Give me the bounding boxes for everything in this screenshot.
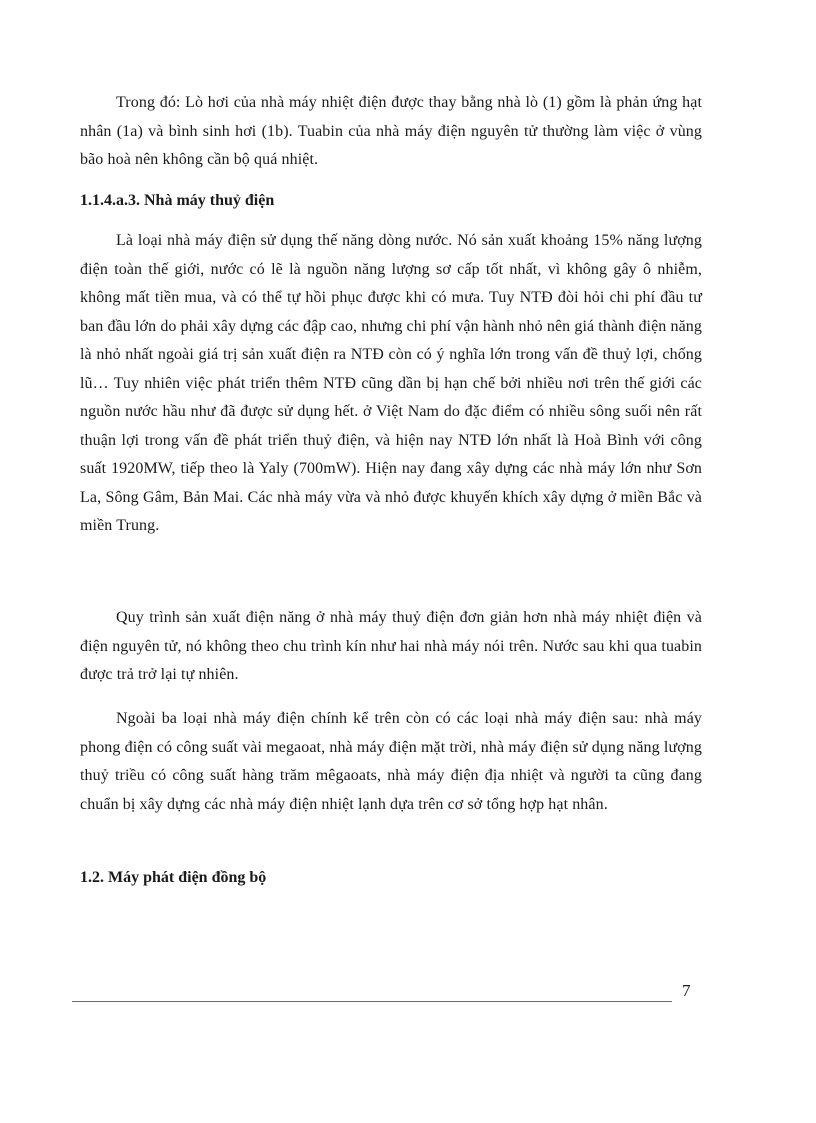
page-number: 7	[682, 981, 691, 1000]
paragraph-hydro-process: Quy trình sản xuất điện năng ở nhà máy thuỷ điện đơn giản hơn nhà máy nhiệt điện và điện nguyên tử, nó không theo chu trình kín như hai nhà máy nói trên. Nước sau khi qua tuabin được trả trở lại tự nhiên.	[80, 609, 702, 683]
footer-divider	[72, 1001, 672, 1002]
paragraph-nuclear-plant-note: Trong đó: Lò hơi của nhà máy nhiệt điện được thay bằng nhà lò (1) gồm là phản ứng hạt nhân (1a) và bình sinh hơi (1b). Tuabin của nhà máy điện nguyên tử thường làm việc ở vùng bão hoà nên không cần bộ quá nhiệt.	[80, 94, 702, 168]
section-heading-synchronous-generator: 1.2. Máy phát điện đồng bộ	[80, 869, 267, 886]
paragraph-hydro-plant-description: Là loại nhà máy điện sử dụng thế năng dòng nước. Nó sản xuất khoảng 15% năng lượng điện toàn thế giới, nước có lẽ là nguồn năng lượng sơ cấp tốt nhất, vì không gây ô nhiễm, không mất tiền mua, và có thể tự hồi phục được khi có mưa. Tuy NTĐ đòi hỏi chi phí đầu tư ban đầu lớn do phải xây dựng các đập cao, nhưng chi phí vận hành nhỏ nên giá thành điện năng là nhỏ nhất ngoài giá trị sản xuất điện ra NTĐ còn có ý nghĩa lớn trong vấn đề thuỷ lợi, chống lũ… Tuy nhiên việc phát triển thêm NTĐ cũng dần bị hạn chế bởi nhiều nơi trên thế giới các nguồn nước hầu như đã được sử dụng hết. ở Việt Nam do đặc điểm có nhiều sông suối nên rất thuận lợi trong vấn đề phát triển thuỷ điện, và hiện nay NTĐ lớn nhất là Hoà Bình với công suất 1920MW, tiếp theo là Yaly (700mW). Hiện nay đang xây dựng các nhà máy lớn như Sơn La, Sông Gâm, Bản Mai. Các nhà máy vừa và nhỏ được khuyến khích xây dựng ở miền Bắc và miền Trung.	[80, 232, 702, 534]
paragraph-other-plants: Ngoài ba loại nhà máy điện chính kể trên còn có các loại nhà máy điện sau: nhà máy phong điện có công suất vài megaoat, nhà máy điện mặt trời, nhà máy điện sử dụng năng lượng thuỷ triều có công suất hàng trăm mêgaoats, nhà máy điện địa nhiệt và người ta cũng đang chuẩn bị xây dựng các nhà máy điện nhiệt lạnh dựa trên cơ sở tổng hợp hạt nhân.	[80, 710, 702, 813]
section-heading-hydro-plant: 1.1.4.a.3. Nhà máy thuỷ điện	[80, 192, 275, 209]
